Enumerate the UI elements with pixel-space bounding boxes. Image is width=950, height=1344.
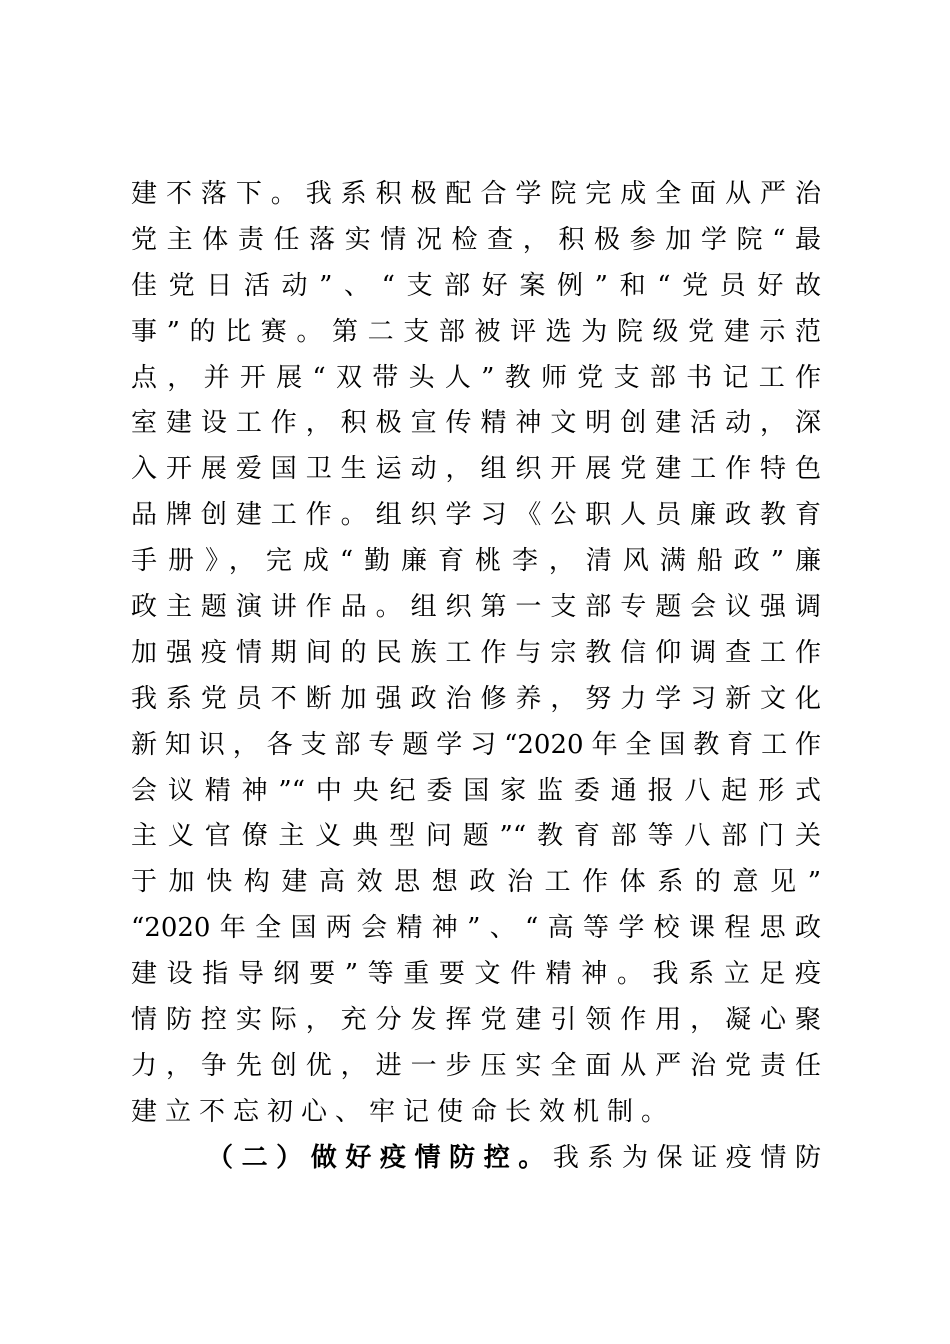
text-line: 我系党员不断加强政治修养，努力学习新文化 <box>131 683 821 714</box>
text-line: 事”的比赛。第二支部被评选为院级党建示范 <box>131 316 821 347</box>
text-line: 加强疫情期间的民族工作与宗教信仰调查工作 <box>131 637 821 668</box>
text-line: 室建设工作，积极宣传精神文明创建活动，深 <box>131 408 821 439</box>
text-line: 建立不忘初心、牢记使命长效机制。 <box>131 1096 676 1127</box>
text-line: 主义官僚主义典型问题”“教育部等八部门关 <box>131 821 821 852</box>
text-line: “2020年全国两会精神”、“高等学校课程思政 <box>131 913 821 944</box>
text-line: 佳党日活动”、“支部好案例”和“党员好故 <box>131 270 821 301</box>
text-line: 入开展爱国卫生运动，组织开展党建工作特色 <box>131 454 821 485</box>
section-text: 我系为保证疫情防 <box>552 1142 821 1173</box>
text-line: 会议精神”“中央纪委国家监委通报八起形式 <box>131 775 821 806</box>
text-line: 于加快构建高效思想政治工作体系的意见” <box>131 867 821 898</box>
text-line: 力，争先创优，进一步压实全面从严治党责任 <box>131 1050 821 1081</box>
text-line: 点，并开展“双带头人”教师党支部书记工作 <box>131 362 821 393</box>
section-line <box>131 1136 821 1182</box>
text-line: 手册》，完成“勤廉育桃李，清风满船政”廉 <box>131 546 821 577</box>
text-line: 新知识，各支部专题学习“2020年全国教育工作 <box>131 729 821 760</box>
text-line: 政主题演讲作品。组织第一支部专题会议强调 <box>131 592 821 623</box>
text-line: 情防控实际，充分发挥党建引领作用，凝心聚 <box>131 1005 821 1036</box>
text-line: 建不落下。我系积极配合学院完成全面从严治 <box>131 179 821 209</box>
text-line: 建设指导纲要”等重要文件精神。我系立足疫 <box>131 959 821 990</box>
text-line: 品牌创建工作。组织学习《公职人员廉政教育 <box>131 500 821 531</box>
text-line: 党主体责任落实情况检查，积极参加学院“最 <box>131 224 821 255</box>
section-heading: （二）做好疫情防控。 <box>207 1142 553 1173</box>
body-text <box>131 172 821 1182</box>
